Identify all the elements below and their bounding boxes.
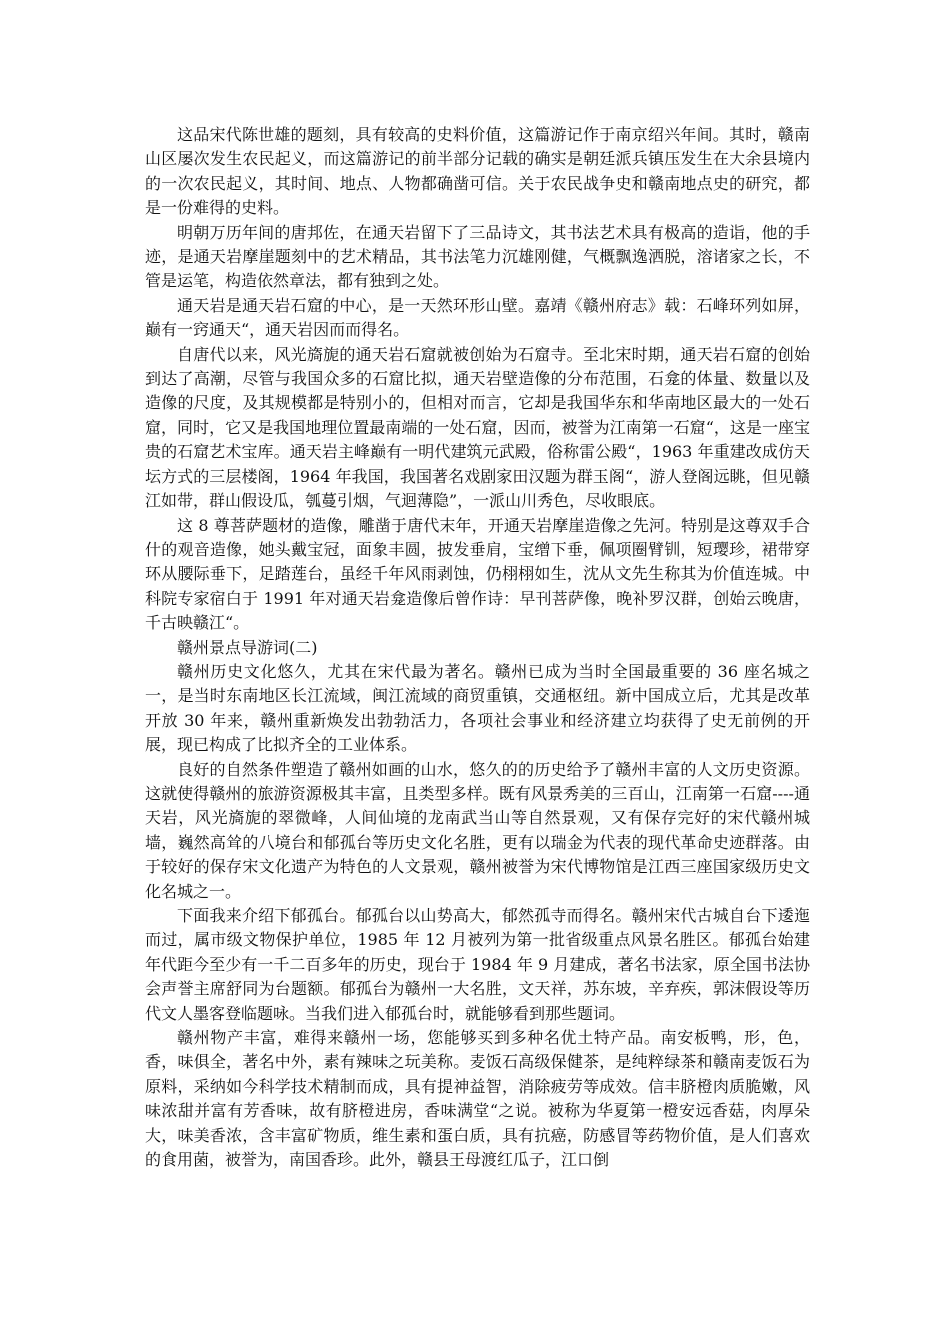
- paragraph-yugutai: 下面我来介绍下郁孤台。郁孤台以山势高大，郁然孤寺而得名。赣州宋代古城自台下逶迤而过，属市级文物保护单位，1985 年 12 月被列为第一批省级重点风景名胜区。郁孤台始建年代距今至少有一千二百多年的历史，现台于 1984 年 9 月建成，著名书法家，原全国书法协会声誉主席舒同为台题额。郁孤台为赣州一大名胜，文天祥，苏东坡，辛弃疾，郭沫假设等历代文人墨客登临题咏。当我们进入郁孤台时，就能够看到那些题词。: [145, 906, 810, 1023]
- document-body: [145, 123, 810, 1172]
- paragraph-song-inscription: 这品宋代陈世雄的题刻，具有较高的史料价值，这篇游记作于南京绍兴年间。其时，赣南山区屡次发生农民起义，而这篇游记的前半部分记载的确实是朝廷派兵镇压发生在大余县境内的一次农民起义，其时间、地点、人物都确凿可信。关于农民战争史和赣南地点史的研究，都是一份难得的史料。: [145, 125, 810, 218]
- paragraph-bodhisattva-statues: 这 8 尊菩萨题材的造像，雕凿于唐代末年，开通天岩摩崖造像之先河。特别是这尊双手合什的观音造像，她头戴宝冠，面象丰圆，披发垂肩，宝缯下垂，佩项圈臂钏，短璎珍，裙带穿环从腰际垂下，足踏莲台，虽经千年风雨剥蚀，仍栩栩如生，沈从文先生称其为价值连城。中科院专家宿白于 1991 年对通天岩龛造像后曾作诗：早刊菩萨像，晚补罗汉群，创始云晚唐，千古映赣江“。: [145, 515, 810, 633]
- paragraph-natural-resources: 良好的自然条件塑造了赣州如画的山水，悠久的的历史给予了赣州丰富的人文历史资源。这就使得赣州的旅游资源极其丰富，且类型多样。既有风景秀美的三百山，江南第一石窟----通天岩，风光旖旎的翠微峰，人间仙境的龙南武当山等自然景观，又有保存完好的宋代赣州城墙，巍然高耸的八境台和郁孤台等历史文化名胜，更有以瑞金为代表的现代革命史迹群落。由于较好的保存宋文化遗产为特色的人文景观，赣州被誉为宋代博物馆是江西三座国家级历史文化名城之一。: [145, 759, 810, 901]
- section-heading: 赣州景点导游词(二): [177, 637, 318, 657]
- paragraph-local-products: 赣州物产丰富，难得来赣州一场，您能够买到多种名优土特产品。南安板鸭，形，色，香，味俱全，著名中外，素有辣味之玩美称。麦饭石高级保健茶，是纯粹绿茶和赣南麦饭石为原料，采纳如今科学技术精制而成，具有提神益智，消除疲劳等成效。信丰脐橙肉质脆嫩，风味浓甜并富有芳香味，故有脐橙进房，香味满堂“之说。被称为华夏第一橙安远香菇，肉厚朵大，味美香浓，含丰富矿物质，维生素和蛋白质，具有抗癌，防感冒等药物价值，是人们喜欢的食用菌，被誉为，南国香珍。此外，赣县王母渡红瓜子，江口倒: [145, 1028, 810, 1170]
- paragraph-ganzhou-history: 赣州历史文化悠久，尤其在宋代最为著名。赣州已成为当时全国最重要的 36 座名城之一，是当时东南地区长江流域，闽江流域的商贸重镇，交通枢纽。新中国成立后，尤其是改革开放 30 年来，赣州重新焕发出勃勃活力，各项社会事业和经济建立均获得了史无前例的开展，现已构成了比拟齐全的工业体系。: [145, 661, 810, 755]
- paragraph-tang-bangzuo: 明朝万历年间的唐邦佐，在通天岩留下了三品诗文，其书法艺术具有极高的造诣，他的手迹，是通天岩摩崖题刻中的艺术精品，其书法笔力沉雄刚健，气概飘逸洒脱，溶诸家之长，不管是运笔，构造依然章法，都有独到之处。: [145, 222, 810, 291]
- paragraph-tongtianyan-center: 通天岩是通天岩石窟的中心，是一天然环形山壁。嘉靖《赣州府志》载：石峰环列如屏，巅有一窍通天“，通天岩因而而得名。: [145, 295, 810, 340]
- paragraph-grotto-history: 自唐代以来，风光旖旎的通天岩石窟就被创始为石窟寺。至北宋时期，通天岩石窟的创始到达了高潮，尽管与我国众多的石窟比拟，通天岩壁造像的分布范围，石龛的体量、数量以及造像的尺度，及其规模都是特别小的，但相对而言，它却是我国华东和华南地区最大的一处石窟，同时，它又是我国地理位置最南端的一处石窟，因而，被誉为江南第一石窟“，这是一座宝贵的石窟艺术宝库。通天岩主峰巅有一明代建筑元武殿，俗称雷公殿“，1963 年重建改成仿天坛方式的三层楼阁，1964 年我国，我国著名戏剧家田汉题为群玉阁“，游人登阁远眺，但见赣江如带，群山假设瓜，瓠蔓引烟，气迴薄隐”，一派山川秀色，尽收眼底。: [145, 344, 810, 511]
